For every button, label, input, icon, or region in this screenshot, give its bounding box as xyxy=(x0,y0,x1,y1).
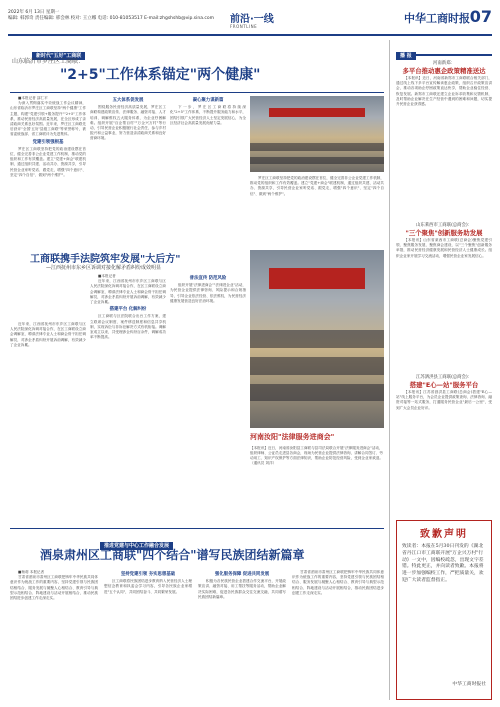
notice-title: 致歉声明 xyxy=(420,529,468,540)
photo-caption-block xyxy=(250,432,384,442)
article3-para-2: 区工商联将民族团结进步教育纳入民营经济人士理想信念教育和执委会学习内容，引导各民族企业家增进"五个认同"，共同团结奋斗、共同繁荣发展。 xyxy=(104,579,192,594)
article2-photo xyxy=(250,250,384,428)
article1-col2 xyxy=(90,96,166,246)
article3-para-3: 积极为各民族民营企业搭建合作交流平台，开展政策宣讲、融资对接、用工帮扶等服务活动，帮助企业解决实际困难，促进各民族群众交往交流交融，共同谱写民族团结新篇章。 xyxy=(198,579,286,599)
article3-col4 xyxy=(292,570,384,700)
photo-banner xyxy=(269,108,365,117)
article3-lead: 甘肃省酒泉市肃州区工商联把铸牢中华民族共同体意识作为统战工作的重要内容，坚持党建引领与民族团结相结合、服务发展与凝聚人心相结合、教育引导与典型示范相结合、阵地建设与活动开展相结合，推动民族团结进步创建工作走深走实。 xyxy=(10,575,98,601)
issue-date: 2022年 6月 13日 星期一 xyxy=(8,10,60,15)
article1-photo xyxy=(250,96,384,172)
sidebar-item-1-text: 【本报讯】近日，河南省新郑市工商联联合相关部门，通过线上线下多平台宣传解读惠企政策，组织召开政策宣讲会，推动各项助企纾困政策直达快享，帮助企业稳住经营、恢复发展。新郑市工商联还建立企业诉求收集和反馈机制，及时帮助企业解决在生产经营中遇到的困难和问题，切实提升民营企业获得感。 xyxy=(396,76,492,107)
sidebar-item-2-kicker: 山东莱西市工商联(总商会)： xyxy=(415,223,473,228)
sidebar-title: 播 报 xyxy=(396,52,416,60)
header-meta xyxy=(8,10,218,22)
section-title: 前沿·一线 xyxy=(230,14,274,25)
article2-para-2: 区工商联与区法院联合出台工作方案，建立联席会议制度、案件移送制度和信息共享机制，实现诉讼与非诉讼解决方式有机衔接。调解室成立以来，共受理涉企纠纷百余件，调解成功率不断提高。 xyxy=(90,314,166,340)
sidebar-item-3-head: 搭建"E心—站"服务平台 xyxy=(409,381,479,389)
sidebar-title-bar xyxy=(396,42,492,59)
article1-para-4: 下一步，罗庄区工商联将持续深化"2+5"工作体系，不断提升服务能力和水平，团结引领广大民营经济人士坚定发展信心，为全区经济社会高质量发展贡献力量。 xyxy=(170,105,246,125)
article1-byline: ■本报记者 邵仁平 xyxy=(18,96,48,100)
article3-headline: 酒泉肃州区工商联"四个结合"谱写民族团结新篇章 xyxy=(40,548,305,562)
article2-col0 xyxy=(10,322,86,518)
article2-para-0: 近年来，江西省抚州市东乡区工商联与区人民法院深化诉调对接合作，在区工商联设立商会调解室，聘请法律专业人士和商会骨干担任调解员，对涉企矛盾纠纷开展诉前调解，有效减少了企业诉累。 xyxy=(10,322,86,347)
section-title-en: FRONTLINE xyxy=(230,24,258,29)
article1-headline: "2+5"工作体系锚定"两个健康" xyxy=(60,67,261,83)
article2-subhead-1: 搭建平台 化解纠纷 xyxy=(109,307,147,313)
sidebar-item-2-head: "三个聚焦"创新服务助发展 xyxy=(405,229,483,237)
article3-para-4: 甘肃省酒泉市肃州区工商联把铸牢中华民族共同体意识作为统战工作的重要内容，坚持党建引领与民族团结相结合、服务发展与凝聚人心相结合、教育引导与典型示范相结合、阵地建设与活动开展相结合，推动民族团结进步创建工作走深走实。 xyxy=(292,570,384,595)
article2-headline: 工商联携手法院筑牢发展"大后方" xyxy=(30,254,181,265)
article1-subhead-3: 凝心聚力谋新篇 xyxy=(192,98,224,103)
article2-col2 xyxy=(170,274,246,518)
sidebar-item-2 xyxy=(396,222,492,237)
article1-para-2: 罗庄区工商联坚持把党的政治建设摆在首位，健全完善非公企业党建工作机制，推动党的组织和工作有效覆盖。建立"党建+商会"联建机制，通过组织共建、活动共办、资源共享，引导民营企业家听党话、跟党走，增强"四个意识"、坚定"四个自信"、做到"两个维护"。 xyxy=(10,146,86,177)
article1-subhead-2: 五大体系促发展 xyxy=(112,98,144,103)
article3-byline: ■杨莉 本报记者 xyxy=(18,570,45,574)
article1-para-3: 围绕服务民营经济高质量发展，罗庄区工商联构建政策宣传、法律服务、融资对接、人才培训、调解维权五大服务体系，为企业纾困解难。组织开展"百企帮百村""万企兴万村"等行动，引导民营企业积极履行社会责任，参与乡村振兴和公益事业，努力营造亲清政商关系和良好营商环境。 xyxy=(90,105,166,141)
article3-tag: 推进党建与中心工作融合发展 xyxy=(100,542,173,550)
photo-caption-body: 【本报讯】近日，河南省汝阳县工商联与县司法局联合开展"法律服务进商会"活动，组织律师、公证员走进县各商会，现场为民营企业提供法律咨询，讲解合同签订、劳动用工、知识产权保护等方面法律知识，帮助企业防范经营风险，受到企业家欢迎。（通讯员 刘洋） xyxy=(250,446,383,465)
photo-caption-title: 河南汝阳"法律服务进商会" xyxy=(250,433,335,441)
sidebar-item-1-kicker: 河南新郑： xyxy=(433,61,455,66)
newspaper-brand: 中华工商时报 xyxy=(404,12,470,25)
column-tag: 新时代"五好"工商联 xyxy=(32,52,85,60)
editor-credits: 编辑: 韩郭奇 责任编辑: 邢会林 校对: 王立娜 电话: 010-81053517 E-mail:zhgshshb@vip.sina.com xyxy=(8,16,215,21)
article3-subhead-1: 坚持党建引领 夯实思想基础 xyxy=(120,572,176,577)
article2-subhead-2: 普法宣传 防范风险 xyxy=(189,276,227,281)
sidebar-item-2-body xyxy=(396,238,492,368)
header-rule xyxy=(8,34,492,36)
article2-para-3: 组织开展"法律进商会""法律进企业"活动，为民营企业提供法律咨询、风险提示和合规指导，引导企业依法经营、依法维权，为民营经济健康发展营造良好法治环境。 xyxy=(170,283,246,303)
article1-para-5: 罗庄区工商联坚持把党的政治建设摆在首位，健全完善非公企业党建工作机制，推动党的组织和工作有效覆盖。建立"党建+商会"联建机制，通过组织共建、活动共办、资源共享，引导民营企业家听党话、跟党走，增强"四个意识"、坚定"四个自信"、做到"两个维护"。 xyxy=(250,176,384,196)
sidebar-item-1-head: 多平台推动惠企政策精准送达 xyxy=(402,67,486,75)
article1-col3 xyxy=(170,96,246,246)
sidebar-item-1-body xyxy=(396,76,492,216)
article1-col4 xyxy=(250,176,384,246)
sidebar-item-3-body xyxy=(396,390,492,510)
article1-rule xyxy=(10,92,384,93)
article2-byline: ■本报记者 xyxy=(98,274,116,278)
apology-notice xyxy=(396,520,492,700)
notice-signature: 中华工商时报社 xyxy=(452,682,486,687)
article3-col3 xyxy=(198,570,286,700)
article1-col1 xyxy=(10,96,86,318)
article1-subhead-1: 党建引领强根基 xyxy=(32,139,64,145)
sidebar-item-1 xyxy=(396,60,492,75)
sidebar-item-3-text: 【本报讯】江苏省泗洪县工商联(总商会)搭建"E心—站"线上服务平台，为会员企业提供政策查询、法律咨询、融资对接等一站式服务，打通服务民营企业"最后一公里"，受到广大会员企业好评。 xyxy=(396,390,492,410)
sidebar-item-3 xyxy=(396,374,492,389)
article1-kicker: 山东临沂市罗庄区工商联： xyxy=(12,58,85,65)
article3-top-rule xyxy=(10,528,384,529)
article3-subhead-2: 强化服务保障 促进共同发展 xyxy=(214,572,270,577)
page-header xyxy=(8,6,492,36)
article2-subhead: —江西抚州市东乡区诉调对接化解矛盾纠纷成效明显 xyxy=(46,265,162,271)
article1-lead: 为深入贯彻落实中央统战工作会议精神，山东省临沂市罗庄区工商联坚持"两个健康"工作主题，构建"党建引领+服务提升""2+5"工作体系，推动民营经济高质量发展，在全区形成了亲清政商关系良好氛围。近年来，罗庄区工商联先后获评"全国'五好'县级工商联"等荣誉称号，被省委统战部、省工商联评为先进集体。 xyxy=(10,101,86,137)
sidebar-item-3-kicker: 江苏泗洪县工商联(总商会)： xyxy=(415,375,473,380)
article3-col1 xyxy=(10,570,98,700)
sidebar-divider xyxy=(389,40,390,700)
page-number: 07 xyxy=(469,7,492,26)
article2-lead: 近年来，江西省抚州市东乡区工商联与区人民法院深化诉调对接合作，在区工商联设立商会调解室，聘请法律专业人士和商会骨干担任调解员，对涉企矛盾纠纷开展诉前调解，有效减少了企业诉累。 xyxy=(90,279,166,305)
article3-col2 xyxy=(104,570,192,700)
notice-body: 致读者：本报在5月30日刊发的《湖北省丹江口市工商联开展"万企兴万村"行动》一文中，因编校疏忽，出现文字差错。特此更正，并向读者致歉。本报将进一步加强编校工作，严把质量关，欢迎广大读者监督指正。 xyxy=(402,544,484,583)
sidebar-item-2-text: 【本报讯】山东省莱西市工商联(总商会)聚焦党建引领、聚焦服务发展、聚焦商会建设，以"三个聚焦"创新服务举措，推动民营经济健康发展和民营经济人士健康成长。组织企业家开展学习交流活动，增强民营企业家发展信心。 xyxy=(396,238,492,258)
article2-col1 xyxy=(90,274,166,518)
